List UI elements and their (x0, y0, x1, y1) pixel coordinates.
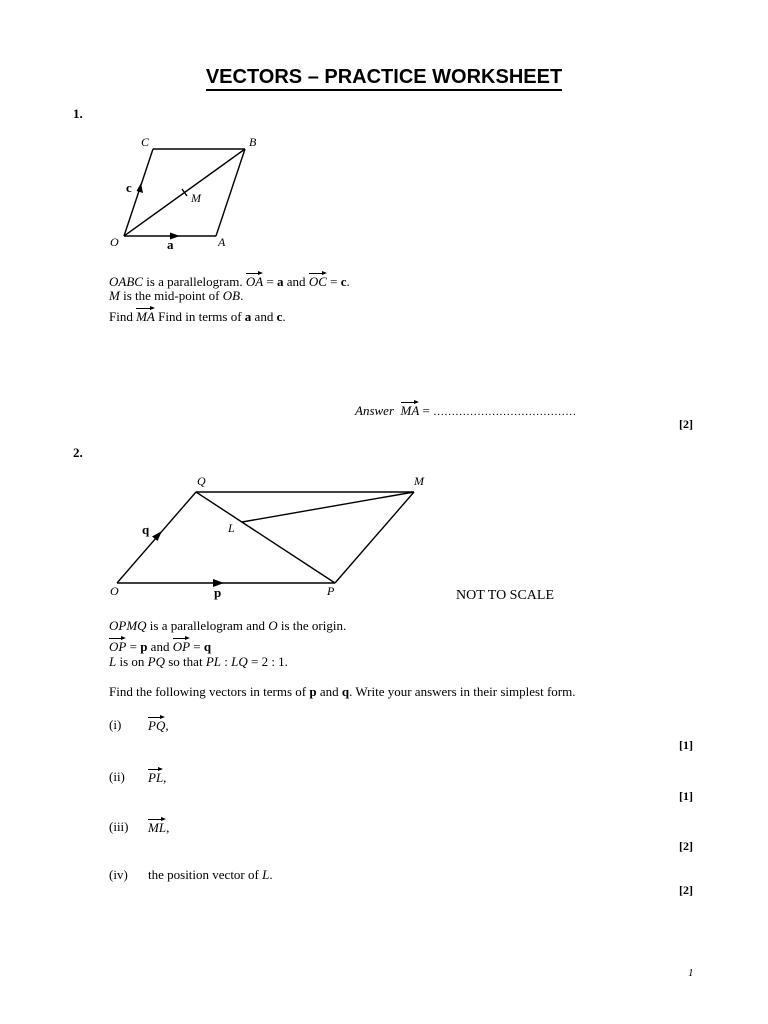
label-p-point: P (327, 584, 335, 598)
part-i-number: (i) (109, 717, 122, 732)
page-number: 1 (688, 967, 694, 979)
label-l-point: L (228, 521, 235, 535)
part-iv-text: the position vector of L. (148, 867, 273, 882)
label-o-point: O (110, 584, 119, 598)
q2-line-2: OP = p and OP = q (109, 635, 211, 655)
label-m-point: M (191, 191, 201, 205)
q1-mark: [2] (679, 417, 693, 431)
part-ii-number: (ii) (109, 769, 125, 784)
label-o-point: O (110, 235, 119, 249)
label-p-vector: p (214, 585, 222, 600)
edge-pm (335, 492, 414, 583)
part-ii-text: PL, (148, 766, 166, 786)
part-iii-mark: [2] (679, 839, 693, 853)
label-m-point: M (414, 474, 424, 488)
label-a-point: A (218, 235, 226, 249)
part-iv-number: (iv) (109, 867, 128, 882)
part-ii-mark: [1] (679, 789, 693, 803)
segment-qp (196, 492, 335, 583)
not-to-scale-note: NOT TO SCALE (456, 588, 555, 603)
arrow-q-icon (152, 531, 162, 541)
q2-instruction: Find the following vectors in terms of p and q. Write your answers in their simplest form. (109, 684, 576, 699)
label-q-point: Q (197, 474, 206, 488)
question-1-number: 1. (73, 106, 83, 121)
q1-line-2: M is the mid-point of OB. (109, 288, 244, 303)
q2-line-3: L is on PQ so that PL : LQ = 2 : 1. (109, 654, 288, 669)
q1-line-3: Find MA Find in terms of a and c. (109, 305, 286, 325)
part-iii-number: (iii) (109, 819, 129, 834)
label-c-vector: c (126, 180, 132, 195)
part-i-text: PQ, (148, 714, 169, 734)
part-i-mark: [1] (679, 738, 693, 752)
part-iv-mark: [2] (679, 883, 693, 897)
q1-answer-line: Answer MA = ………………………………… (355, 399, 576, 419)
question-2-number: 2. (73, 445, 83, 460)
label-c-point: C (141, 135, 150, 149)
page-title: VECTORS – PRACTICE WORKSHEET (0, 66, 768, 89)
segment-lm (242, 492, 414, 522)
q2-line-1: OPMQ is a parallelogram and O is the origin. (109, 618, 347, 633)
label-q-vector: q (142, 522, 150, 537)
label-b-point: B (249, 135, 257, 149)
label-a-vector: a (167, 237, 174, 252)
part-iii-text: ML, (148, 816, 169, 836)
q1-line-1: OABC is a parallelogram. OA = a and OC = c. (109, 270, 350, 290)
